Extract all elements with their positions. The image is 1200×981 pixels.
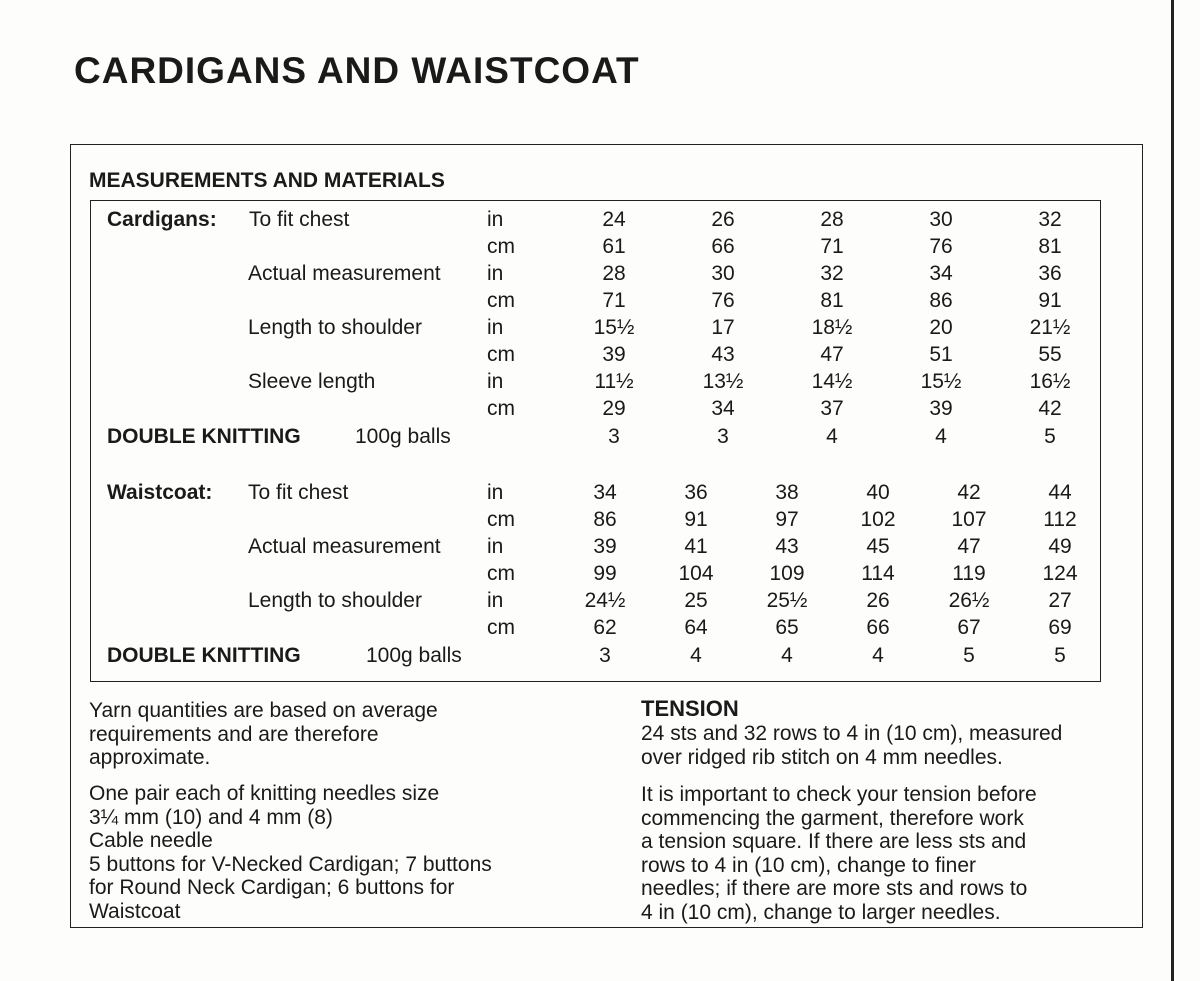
cardigans-value: 21½	[1029, 316, 1071, 339]
page-edge-divider	[1171, 0, 1174, 981]
cardigans-yarn-value: 4	[826, 425, 838, 448]
waistcoat-value: 91	[684, 508, 708, 531]
waistcoat-yarn-value: 3	[599, 644, 611, 667]
cardigans-value: 11½	[594, 370, 634, 393]
waistcoat-yarn-value: 5	[963, 644, 975, 667]
waistcoat-value: 36	[684, 481, 708, 504]
cardigans-value: 34	[929, 262, 953, 285]
waistcoat-value: 64	[684, 616, 708, 639]
cardigans-yarn-value: 4	[935, 425, 947, 448]
waistcoat-value: 41	[684, 535, 708, 558]
waistcoat-label: Waistcoat:	[107, 481, 213, 504]
cardigans-value: 13½	[702, 370, 744, 393]
waistcoat-yarn-label: DOUBLE KNITTING	[107, 644, 301, 667]
cardigans-value: 71	[602, 289, 626, 312]
cardigans-value: 29	[602, 397, 626, 420]
cardigans-label: Cardigans:	[107, 208, 217, 231]
waistcoat-unit: cm	[487, 508, 515, 531]
waistcoat-unit: in	[487, 481, 504, 504]
waistcoat-value: 112	[1043, 508, 1077, 531]
waistcoat-value: 39	[593, 535, 617, 558]
cardigans-row-label: To fit chest	[249, 208, 350, 231]
cardigans-unit: cm	[487, 289, 515, 312]
cardigans-value: 32	[1038, 208, 1062, 231]
cardigans-value: 20	[929, 316, 953, 339]
waistcoat-value: 26	[866, 589, 890, 612]
cardigans-value: 81	[820, 289, 844, 312]
cardigans-value: 43	[711, 343, 735, 366]
waistcoat-unit: cm	[487, 562, 515, 585]
cardigans-unit: cm	[487, 235, 515, 258]
cardigans-value: 47	[820, 343, 844, 366]
cardigans-value: 76	[711, 289, 735, 312]
waistcoat-value: 25½	[766, 589, 808, 612]
waistcoat-yarn-unit: 100g balls	[366, 644, 462, 667]
waistcoat-value: 69	[1048, 616, 1072, 639]
waistcoat-value: 27	[1048, 589, 1072, 612]
cardigans-value: 28	[820, 208, 844, 231]
waistcoat-value: 109	[769, 562, 805, 585]
cardigans-value: 61	[602, 235, 626, 258]
waistcoat-value: 43	[775, 535, 799, 558]
cardigans-unit: in	[487, 262, 504, 285]
cardigans-value: 37	[820, 397, 844, 420]
waistcoat-value: 26½	[948, 589, 990, 612]
waistcoat-value: 62	[593, 616, 617, 639]
cardigans-value: 30	[711, 262, 735, 285]
waistcoat-value: 42	[957, 481, 981, 504]
cardigans-value: 55	[1038, 343, 1062, 366]
waistcoat-value: 104	[678, 562, 714, 585]
waistcoat-value: 66	[866, 616, 890, 639]
cardigans-value: 66	[711, 235, 735, 258]
cardigans-unit: in	[487, 208, 504, 231]
waistcoat-value: 34	[593, 481, 617, 504]
section-title: MEASUREMENTS AND MATERIALS	[89, 169, 445, 192]
cardigans-value: 81	[1038, 235, 1062, 258]
cardigans-value: 39	[929, 397, 953, 420]
cardigans-value: 91	[1038, 289, 1062, 312]
cardigans-row-label: Length to shoulder	[248, 316, 422, 339]
cardigans-value: 15½	[920, 370, 962, 393]
page-title: CARDIGANS AND WAISTCOAT	[74, 50, 640, 91]
waistcoat-value: 67	[957, 616, 981, 639]
cardigans-yarn-value: 3	[608, 425, 620, 448]
waistcoat-yarn-value: 4	[781, 644, 793, 667]
waistcoat-value: 65	[775, 616, 799, 639]
cardigans-unit: in	[487, 316, 504, 339]
waistcoat-unit: cm	[487, 616, 515, 639]
cardigans-yarn-value: 3	[717, 425, 729, 448]
cardigans-value: 26	[711, 208, 735, 231]
waistcoat-unit: in	[487, 535, 504, 558]
cardigans-value: 30	[929, 208, 953, 231]
cardigans-value: 36	[1038, 262, 1062, 285]
waistcoat-row-label: To fit chest	[248, 481, 349, 504]
tension-paragraph: 24 sts and 32 rows to 4 in (10 cm), measured over ridged rib stitch on 4 mm needles.	[641, 722, 1063, 769]
waistcoat-value: 97	[775, 508, 799, 531]
cardigans-value: 17	[711, 316, 735, 339]
waistcoat-value: 119	[952, 562, 986, 585]
waistcoat-value: 114	[861, 562, 895, 585]
cardigans-unit: in	[487, 370, 504, 393]
cardigans-yarn-label: DOUBLE KNITTING	[107, 425, 301, 448]
cardigans-row-label: Sleeve length	[248, 370, 376, 393]
yarn-quantities-note: Yarn quantities are based on average requirements and are therefore approximate.	[89, 699, 438, 769]
waistcoat-value: 38	[775, 481, 799, 504]
cardigans-value: 16½	[1029, 370, 1071, 393]
cardigans-value: 24	[602, 208, 626, 231]
waistcoat-value: 107	[951, 508, 987, 531]
cardigans-yarn-value: 5	[1044, 425, 1056, 448]
cardigans-unit: cm	[487, 397, 515, 420]
cardigans-value: 18½	[811, 316, 853, 339]
waistcoat-value: 102	[860, 508, 896, 531]
cardigans-yarn-unit: 100g balls	[355, 425, 451, 448]
cardigans-value: 34	[711, 397, 735, 420]
waistcoat-value: 25	[684, 589, 708, 612]
waistcoat-value: 47	[957, 535, 981, 558]
waistcoat-yarn-value: 4	[690, 644, 702, 667]
cardigans-value: 71	[820, 235, 844, 258]
waistcoat-value: 86	[593, 508, 617, 531]
cardigans-value: 32	[820, 262, 844, 285]
cardigans-value: 39	[602, 343, 626, 366]
tension-advice: It is important to check your tension before commencing the garment, therefore work a tension square. If there are less sts and rows to 4 in (10 cm), change to finer needles; if there are more sts and rows to 4 in (10 cm), change to larger needles.	[641, 783, 1037, 924]
waistcoat-row-label: Actual measurement	[248, 535, 441, 558]
cardigans-value: 15½	[593, 316, 635, 339]
waistcoat-value: 40	[866, 481, 890, 504]
waistcoat-row-label: Length to shoulder	[248, 589, 422, 612]
waistcoat-unit: in	[487, 589, 504, 612]
cardigans-value: 14½	[811, 370, 853, 393]
waistcoat-yarn-value: 4	[872, 644, 884, 667]
waistcoat-value: 124	[1042, 562, 1078, 585]
waistcoat-yarn-value: 5	[1054, 644, 1066, 667]
waistcoat-value: 44	[1048, 481, 1072, 504]
cardigans-value: 28	[602, 262, 626, 285]
cardigans-value: 76	[929, 235, 953, 258]
cardigans-value: 86	[929, 289, 953, 312]
tension-heading: TENSION	[641, 696, 739, 721]
waistcoat-value: 99	[593, 562, 617, 585]
cardigans-unit: cm	[487, 343, 515, 366]
cardigans-row-label: Actual measurement	[248, 262, 441, 285]
waistcoat-value: 45	[866, 535, 890, 558]
cardigans-value: 42	[1038, 397, 1062, 420]
cardigans-value: 51	[929, 343, 953, 366]
waistcoat-value: 24½	[584, 589, 626, 612]
materials-list: One pair each of knitting needles size 3¼ mm (10) and 4 mm (8) Cable needle 5 buttons for V-Necked Cardigan; 7 buttons for Round Neck Cardigan; 6 buttons for Waistcoat	[89, 782, 492, 923]
waistcoat-value: 49	[1048, 535, 1072, 558]
